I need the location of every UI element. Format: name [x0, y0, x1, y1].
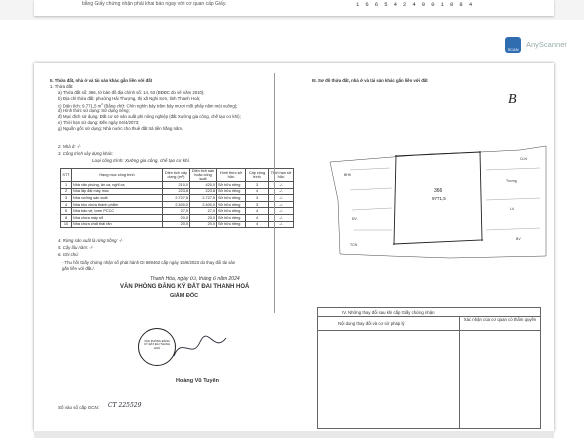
- parcel-hatch: [350, 188, 392, 190]
- section-iii-title: III. Sơ đồ thửa đất, nhà ở và tài sản khác gắn liền với đất: [312, 78, 428, 83]
- perennial-item: 5. Cây lâu năm: -/-: [58, 245, 94, 250]
- boundary-point: [481, 239, 483, 241]
- boundary-point: [395, 155, 397, 157]
- boundary-point: [479, 151, 481, 153]
- construction-type: Loại công trình: Xưởng gia công, chế tạo cơ khí.: [92, 158, 191, 163]
- building-table: [60, 168, 294, 228]
- usage-form: d) Hình thức sử dụng: Sử dụng riêng;: [58, 108, 130, 113]
- previous-page-note: bằng Giấy chứng nhận phải khai báo ngay với cơ quan cấp Giấy.: [82, 1, 227, 7]
- row-ownership: Sở hữu riêng: [217, 182, 246, 189]
- row-build-area: 223,8: [163, 188, 190, 195]
- sign-date-year: năm 2024: [217, 276, 240, 282]
- changes-table-header: [318, 316, 540, 331]
- row-floor-area: 420,0: [190, 182, 217, 189]
- notes-heading: 6. Ghi chú:: [58, 252, 79, 257]
- sign-date-prefix: Thanh Hóa, ngày: [150, 276, 189, 282]
- row-stt: 2: [61, 188, 72, 195]
- row-floor-area: 223,8: [190, 188, 217, 195]
- parcel-hatch: [486, 168, 540, 170]
- plot-number: 366: [434, 188, 443, 194]
- row-grade: 3: [246, 201, 269, 208]
- row-item: Nhà văn phòng, ăn ca, nghỉ ca: [72, 182, 163, 189]
- map-label: ĐV: [352, 217, 357, 221]
- row-floor-area: 20,0: [190, 221, 217, 228]
- row-ownership: Sở hữu riêng: [217, 214, 246, 221]
- changes-col-confirm: Xác nhận của cơ quan có thẩm quyền: [463, 317, 537, 322]
- sign-date-month-word: tháng: [198, 276, 212, 282]
- parcel-map: [320, 120, 548, 272]
- row-term: -/-: [269, 195, 294, 202]
- registry-number: CT 225529: [108, 402, 142, 409]
- building-table-row: [61, 188, 294, 195]
- land-address: b) Địa chỉ thửa đất: phường Hải Thượng, thị xã Nghi Sơn, tỉnh Thanh Hoá;: [58, 96, 201, 101]
- land-heading: 1. Thửa đất:: [50, 84, 74, 89]
- building-table-row: [61, 208, 294, 215]
- plot-area: 9771,5: [432, 196, 446, 201]
- row-term: -/-: [269, 214, 294, 221]
- parcel-hatch: [486, 198, 540, 200]
- row-stt: 5: [61, 208, 72, 215]
- building-table-row: [61, 182, 294, 189]
- section-iv-title: IV. Những thay đổi sau khi cấp Giấy chứng nhận: [342, 309, 435, 315]
- row-build-area: 2.727,5: [163, 195, 190, 202]
- row-item: Nhà chứa chất thải rắn: [72, 221, 163, 228]
- row-build-area: 27,0: [163, 208, 190, 215]
- row-grade: 4: [246, 214, 269, 221]
- row-term: -/-: [269, 221, 294, 228]
- row-item: Nhà bảo vệ, bơm PCCC: [72, 208, 163, 215]
- building-table-header: [61, 169, 294, 182]
- row-stt: 3: [61, 195, 72, 202]
- row-grade: 4: [246, 208, 269, 215]
- certificate-serial: 1 6 6 5 4 2 4 0 0 1 0 8 4: [356, 1, 474, 8]
- note-line-1: - Thu hồi Giấy chứng nhận số phát hành DI 569462 cấp ngày 15/6/2023 do thay đổi tài sản: [62, 260, 236, 265]
- left-boundary: [330, 162, 340, 254]
- usage-purpose: đ) Mục đích sử dụng: Đất cơ sở sản xuất phi nông nghiệp (đất Xưởng gia công, chế tạo cơ khí);: [58, 114, 241, 119]
- row-floor-area: 20,0: [190, 214, 217, 221]
- row-grade: 4: [246, 188, 269, 195]
- row-item: Nhà lắp đặt máy móc: [72, 188, 163, 195]
- col-grade: Cấp công trình: [246, 169, 269, 182]
- sign-date-day: 03: [189, 276, 197, 282]
- land-parcel-number: a) Thửa đất số: 366, tờ bản đồ địa chính số: 14, 63 (BĐĐC đo vẽ năm 2010);: [58, 90, 205, 95]
- registry-number-label: Số vào sổ cấp GCN:: [58, 405, 100, 410]
- note-line-2: gắn liền với đất./.: [62, 266, 95, 271]
- row-build-area: 20,0: [163, 221, 190, 228]
- row-term: -/-: [269, 182, 294, 189]
- director-title: GIÁM ĐỐC: [170, 293, 199, 299]
- map-label: BV: [516, 237, 521, 241]
- director-name: Hoàng Vũ Tuyên: [176, 378, 219, 384]
- scanner-logo-text: SCAN: [507, 47, 519, 52]
- row-item: Nhà chứa máy nổ: [72, 214, 163, 221]
- building-table-row: [61, 214, 294, 221]
- sign-date-month: 6: [212, 276, 216, 282]
- usage-origin: g) Nguồn gốc sử dụng: Nhà nước cho thuê đất trả tiền hằng năm.: [58, 126, 184, 131]
- land-area-words: (Bằng chữ: Chín nghìn bảy trăm bảy mươi mốt phẩy năm mét vuông);: [102, 103, 238, 109]
- forest-item: 4. Rừng sản xuất là rừng trồng: -/-: [58, 238, 123, 243]
- map-label: Tương: [506, 179, 517, 183]
- row-build-area: 20,0: [163, 214, 190, 221]
- row-stt: 8: [61, 214, 72, 221]
- col-floor-area: Diện tích sàn hoặc công suất: [190, 169, 217, 182]
- row-grade: 4: [246, 221, 269, 228]
- row-grade: 3: [246, 182, 269, 189]
- col-build-area: Diện tích xây dựng (m²): [163, 169, 190, 182]
- row-item: Nhà xưởng sản xuất: [72, 195, 163, 202]
- building-table-row: [61, 201, 294, 208]
- row-ownership: Sở hữu riêng: [217, 188, 246, 195]
- parcel-hatch: [350, 168, 390, 170]
- row-floor-area: 2.400,0: [190, 201, 217, 208]
- usage-term: e) Thời hạn sử dụng: Đến ngày 04/4/2073;: [58, 120, 140, 125]
- row-term: -/-: [269, 201, 294, 208]
- row-floor-area: 27,0: [190, 208, 217, 215]
- row-ownership: Sở hữu riêng: [217, 195, 246, 202]
- row-ownership: Sở hữu riêng: [217, 221, 246, 228]
- road-bottom-edge: [340, 254, 546, 258]
- previous-page-bottom: [34, 0, 554, 16]
- other-construction-heading: 3. Công trình xây dựng khác:: [58, 151, 114, 156]
- section-ii-title: II. Thửa đất, nhà ở và tài sản khác gắn liền với đất: [50, 78, 153, 83]
- section-iii-mark: B: [508, 92, 517, 107]
- map-label: CLN: [520, 157, 528, 161]
- row-build-area: 2.400,0: [163, 201, 190, 208]
- row-ownership: Sở hữu riêng: [217, 208, 246, 215]
- col-term: Thời hạn sở hữu: [269, 169, 294, 182]
- row-term: -/-: [269, 208, 294, 215]
- map-label: Lô: [510, 207, 514, 211]
- row-grade: 3: [246, 195, 269, 202]
- col-ownership: Hình thức sở hữu: [217, 169, 246, 182]
- column-divider: [274, 73, 275, 313]
- land-area: c) Diện tích: 9.771,5 $m^2$ (Bằng chữ: Chín nghìn bảy trăm bảy mươi mốt phẩy năm mét vuông);: [58, 102, 238, 109]
- changes-col-content: Nội dung thay đổi và cơ sở pháp lý: [338, 321, 405, 326]
- map-label: BHK: [344, 173, 352, 177]
- next-page-edge: [34, 431, 554, 438]
- sign-date: Thanh Hóa, ngày 03, tháng 6 năm 2024: [150, 276, 240, 282]
- building-table-row: [61, 195, 294, 202]
- row-stt: 4: [61, 201, 72, 208]
- changes-table: [317, 307, 541, 429]
- scanner-logo-icon: [505, 37, 521, 53]
- col-stt: STT: [61, 169, 72, 182]
- director-signature-icon: [170, 330, 230, 364]
- changes-col-divider: [459, 316, 460, 428]
- row-term: -/-: [269, 188, 294, 195]
- row-stt: 1: [61, 182, 72, 189]
- map-label: TCN: [350, 243, 358, 247]
- row-floor-area: 2.727,5: [190, 195, 217, 202]
- row-ownership: Sở hữu riêng: [217, 201, 246, 208]
- scanner-brand: AnyScanner: [526, 40, 567, 49]
- row-build-area: 210,0: [163, 182, 190, 189]
- parcel-hatch: [352, 208, 392, 210]
- row-stt: 10: [61, 221, 72, 228]
- house-item: 2. Nhà ở: -/-: [58, 144, 81, 149]
- row-item: Nhà kho chứa thành phẩm: [72, 201, 163, 208]
- boundary-point: [393, 243, 395, 245]
- building-table-row: [61, 221, 294, 228]
- land-area-value: c) Diện tích: 9.771,5 m: [58, 103, 102, 109]
- seal-text: VĂN PHÒNG ĐĂNG KÝ ĐẤT ĐAI THANH HOÁ: [144, 339, 170, 350]
- col-item: Hạng mục công trình: [72, 169, 163, 182]
- parcel-hatch: [486, 228, 540, 230]
- issuing-office: VĂN PHÒNG ĐĂNG KÝ ĐẤT ĐAI THANH HOÁ: [120, 284, 250, 290]
